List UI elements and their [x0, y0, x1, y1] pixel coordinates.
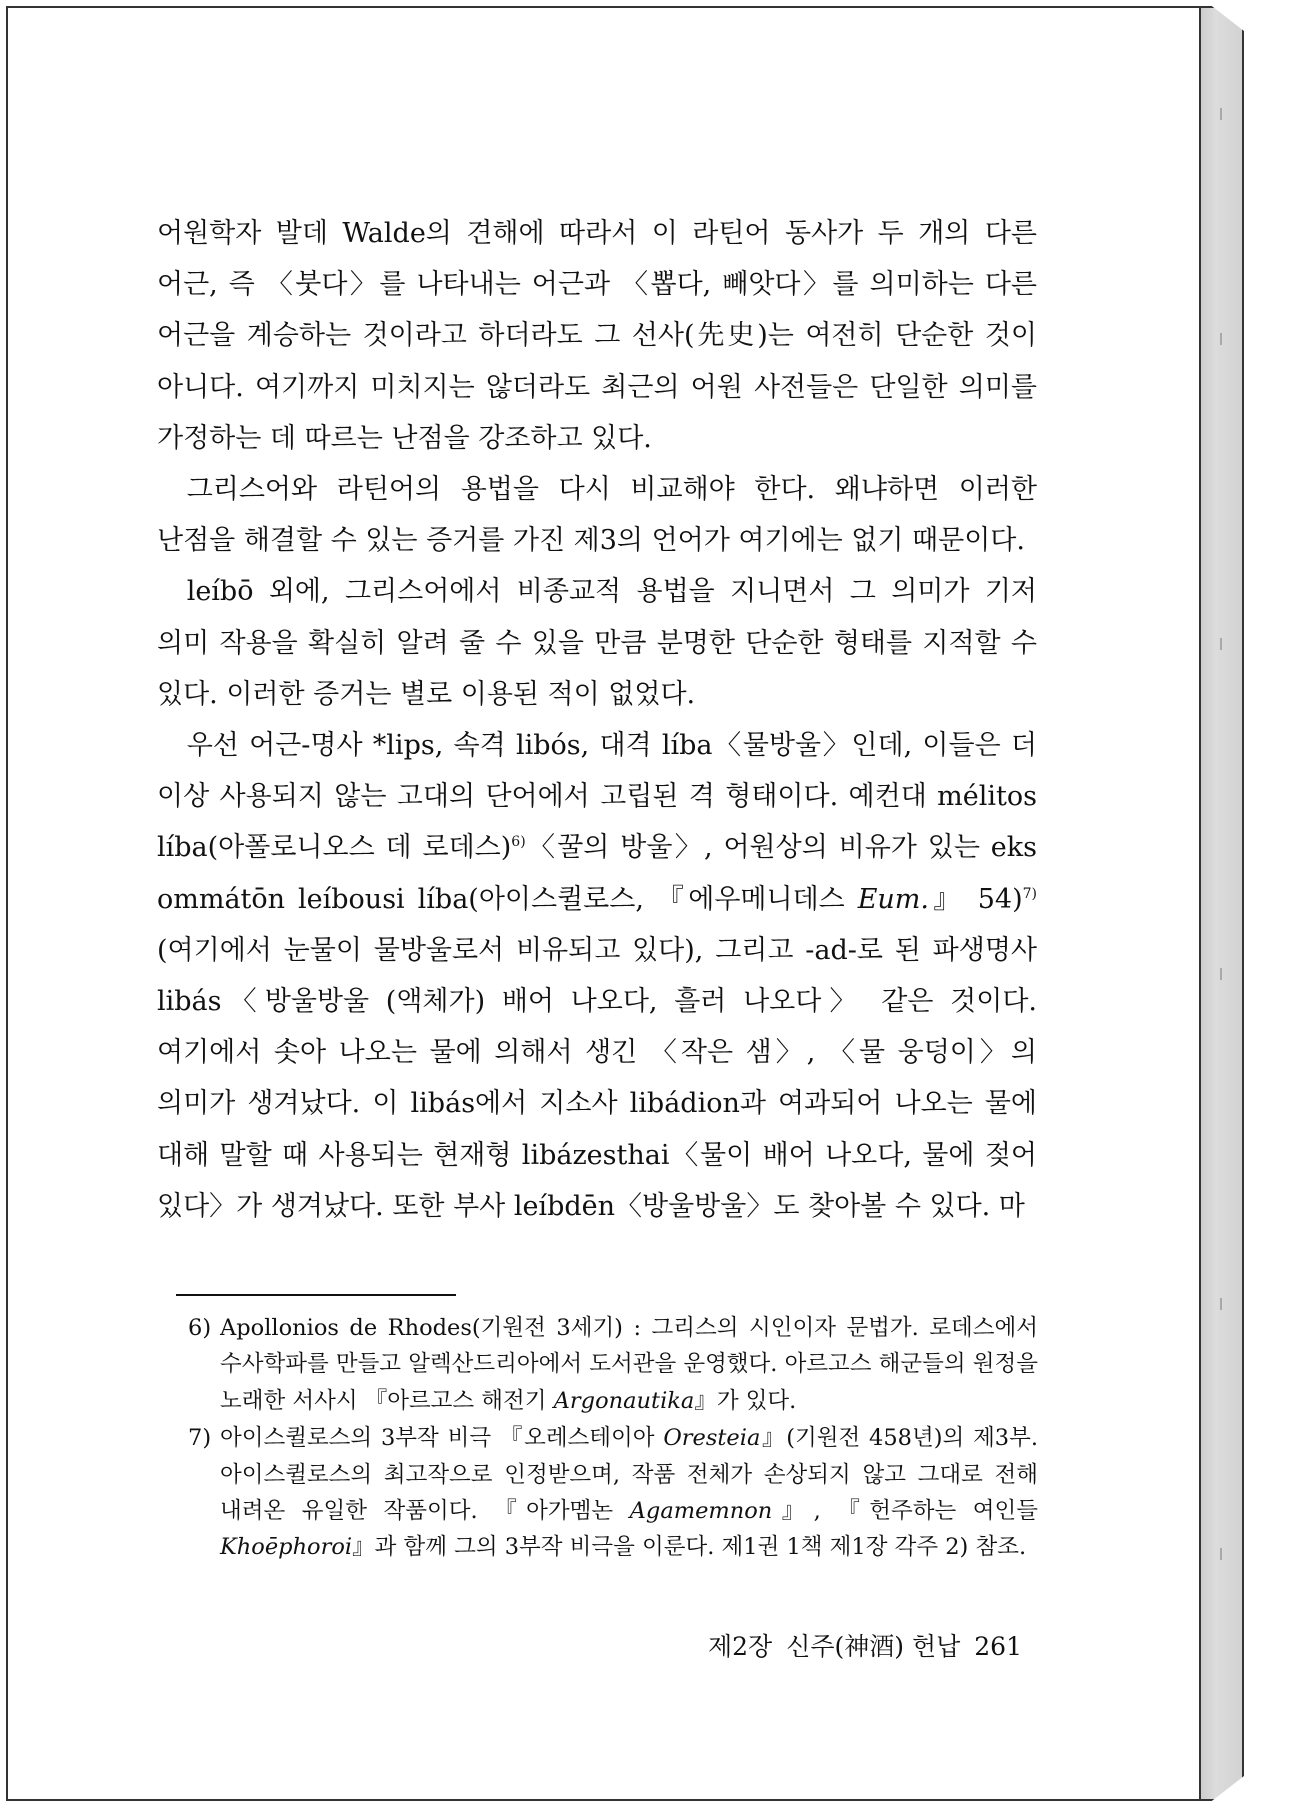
footnote-text: 』, 『헌주하는 여인들 [772, 1498, 1038, 1525]
book-title-italic: Oresteia [663, 1425, 761, 1452]
footnote-7 [188, 1420, 1038, 1566]
chapter-label: 제2장 [708, 1632, 773, 1661]
book-title-italic: Argonautika [553, 1387, 695, 1414]
footnote-6 [188, 1310, 1038, 1419]
edge-mark [1220, 968, 1222, 980]
edge-mark [1220, 1548, 1222, 1560]
book-page [6, 6, 1201, 1801]
footnote-divider [176, 1294, 456, 1296]
edge-mark [1220, 638, 1222, 650]
book-title-italic: Eum. [857, 883, 929, 915]
footnote-reference-7: 7) [1022, 885, 1037, 902]
paragraph-text: 〈꿀의 방울〉, 어원상의 비유가 있는 eks ommátōn leíbousi líba(아이스퀼로스, 『에우메니데스 [157, 832, 1037, 915]
paragraph: leíbō 외에, 그리스어에서 비종교적 용법을 지니면서 그 의미가 기저 의미 작용을 확실히 알려 줄 수 있을 만큼 분명한 단순한 형태를 지적할 수 있다. 이러한 증거는 별로 이용된 적이 없었다. [157, 576, 1037, 710]
edge-mark [1220, 1298, 1222, 1310]
footnote-text: 아이스퀼로스의 3부작 비극 『오레스테이아 [220, 1425, 664, 1452]
footnote-text: 』가 있다. [694, 1387, 797, 1414]
footnotes [188, 1310, 1038, 1567]
paragraph-text: 』 54) [929, 883, 1023, 915]
page-stack-edge [1198, 6, 1244, 1801]
book-title-italic: Khoēphoroi [220, 1534, 353, 1561]
body-text [157, 208, 1037, 1232]
book-title-italic: Agamemnon [629, 1498, 773, 1525]
footnote-number: 7) [188, 1425, 212, 1452]
footnote-text: 』(기원전 458년)의 제3부. 아이스퀼로스의 최고작으로 인정받으며, 작품 전체가 손상되지 않고 그대로 전해 내려온 유일한 작품이다. 『아가멤논 [220, 1425, 1039, 1525]
edge-mark [1220, 108, 1222, 120]
edge-mark [1220, 333, 1222, 345]
running-footer [708, 1627, 1022, 1663]
footnote-reference-6: 6) [511, 834, 526, 851]
footnote-number: 6) [188, 1315, 212, 1341]
page-number: 261 [974, 1632, 1022, 1661]
footnote-text: Apollonios de Rhodes(기원전 3세기) : 그리스의 시인이자 문법가. 로데스에서 수사학파를 만들고 알렉산드리아에서 도서관을 운영했다. 아르고스 해군들의 원정을 노래한 서사시 『아르고스 해전기 [220, 1315, 1038, 1414]
paragraph-text: 우선 어근-명사 *lips, 속격 libós, 대격 líba〈물방울〉인데, 이들은 더 이상 사용되지 않는 고대의 단어에서 고립된 격 형태이다. 예컨대 mélitos líba(아폴로니오스 데 로데스) [157, 730, 1037, 864]
chapter-title: 신주(神酒) 헌납 [786, 1632, 961, 1661]
footnote-text: 』과 함께 그의 3부작 비극을 이룬다. 제1권 1책 제1장 각주 2) 참조. [352, 1534, 1027, 1561]
paragraph: 어원학자 발데 Walde의 견해에 따라서 이 라틴어 동사가 두 개의 다른 어근, 즉 〈붓다〉를 나타내는 어근과 〈뽑다, 빼앗다〉를 의미하는 다른 어근을 계승하는 것이라고 하더라도 그 선사(先史)는 여전히 단순한 것이 아니다. 여기까지 미치지는 않더라도 최근의 어원 사전들은 단일한 의미를 가정하는 데 따르는 난점을 강조하고 있다. [157, 218, 1037, 454]
paragraph-text: (여기에서 눈물이 물방울로서 비유되고 있다), 그리고 -ad-로 된 파생명사 libás〈방울방울 (액체가) 배어 나오다, 흘러 나오다〉 같은 것이다. 여기에서 솟아 나오는 물에 의해서 생긴 〈작은 샘〉, 〈물 웅덩이〉의 의미가 생겨났다. 이 libás에서 지소사 libádion과 여과되어 나오는 물에 대해 말할 때 사용되는 현재형 libázesthai〈물이 배어 나오다, 물에 젖어 있다〉가 생겨났다. 또한 부사 leíbdēn〈방울방울〉도 찾아볼 수 있다. 마 [157, 934, 1037, 1222]
paragraph [157, 720, 1037, 1232]
paragraph: 그리스어와 라틴어의 용법을 다시 비교해야 한다. 왜냐하면 이러한 난점을 해결할 수 있는 증거를 가진 제3의 언어가 여기에는 없기 때문이다. [157, 474, 1037, 557]
